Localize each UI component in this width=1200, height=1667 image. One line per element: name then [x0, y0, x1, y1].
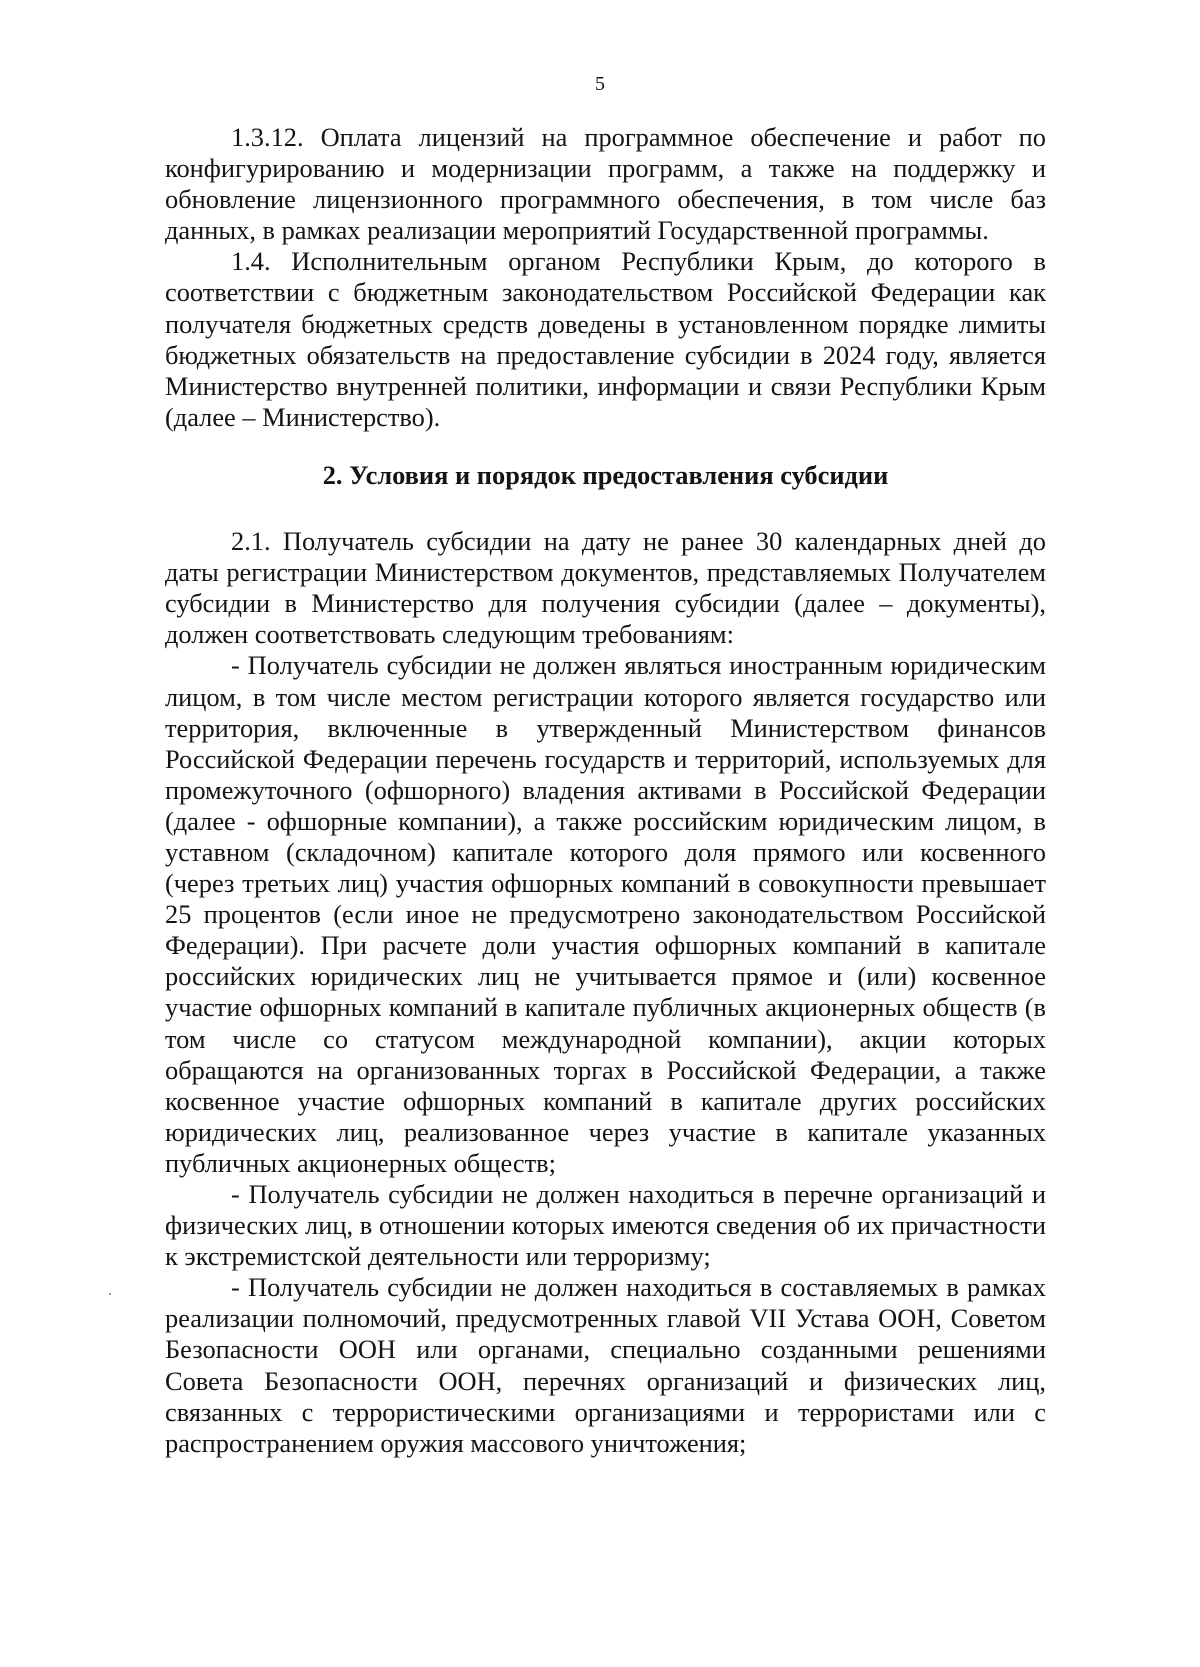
- paragraph-1-4: 1.4. Исполнительным органом Республики Крым, до которого в соответствии с бюджетным законодательством Российской Федерации как получателя бюджетных средств доведены в установленном порядке лимиты бюджетных обязательств на предоставление субсидии в 2024 году, является Министерство внутренней политики, информации и связи Республики Крым (далее – Министерство).: [165, 246, 1046, 432]
- document-body: [165, 122, 1046, 1459]
- section-heading: 2. Условия и порядок предоставления субсидии: [322, 459, 889, 490]
- paragraph-2-1: 2.1. Получатель субсидии на дату не ранее 30 календарных дней до даты регистрации Министерством документов, представляемых Получателем субсидии в Министерство для получения субсидии (далее – документы), должен соответствовать следующим требованиям:: [165, 526, 1046, 650]
- paragraph-1-3-12: 1.3.12. Оплата лицензий на программное обеспечение и работ по конфигурированию и модернизации программ, а также на поддержку и обновление лицензионного программного обеспечения, в том числе баз данных, в рамках реализации мероприятий Государственной программы.: [165, 122, 1046, 246]
- list-item-un-sanctions-requirement: - Получатель субсидии не должен находиться в составляемых в рамках реализации полномочий, предусмотренных главой VII Устава ООН, Советом Безопасности ООН или органами, специально созданными решениями Совета Безопасности ООН, перечнях организаций и физических лиц, связанных с террористическими организациями и террористами или с распространением оружия массового уничтожения;: [165, 1272, 1046, 1458]
- page-number: 5: [595, 73, 605, 95]
- list-item-extremism-requirement: - Получатель субсидии не должен находиться в перечне организаций и физических лиц, в отношении которых имеются сведения об их причастности к экстремистской деятельности или терроризму;: [165, 1179, 1046, 1272]
- list-item-offshore-requirement: - Получатель субсидии не должен являться иностранным юридическим лицом, в том числе местом регистрации которого является государство или территория, включенные в утвержденный Министерством финансов Российской Федерации перечень государств и территорий, используемых для промежуточного (офшорного) владения активами в Российской Федерации (далее - офшорные компании), а также российским юридическим лицом, в уставном (складочном) капитале которого доля прямого или косвенного (через третьих лиц) участия офшорных компаний в совокупности превышает 25 процентов (если иное не предусмотрено законодательством Российской Федерации). При расчете доли участия офшорных компаний в капитале российских юридических лиц не учитывается прямое и (или) косвенное участие офшорных компаний в капитале публичных акционерных обществ (в том числе со статусом международной компании), акции которых обращаются на организованных торгах в Российской Федерации, а также косвенное участие офшорных компаний в капитале других российских юридических лиц, реализованное через участие в капитале указанных публичных акционерных обществ;: [165, 650, 1046, 1178]
- scan-speck: [109, 1293, 111, 1295]
